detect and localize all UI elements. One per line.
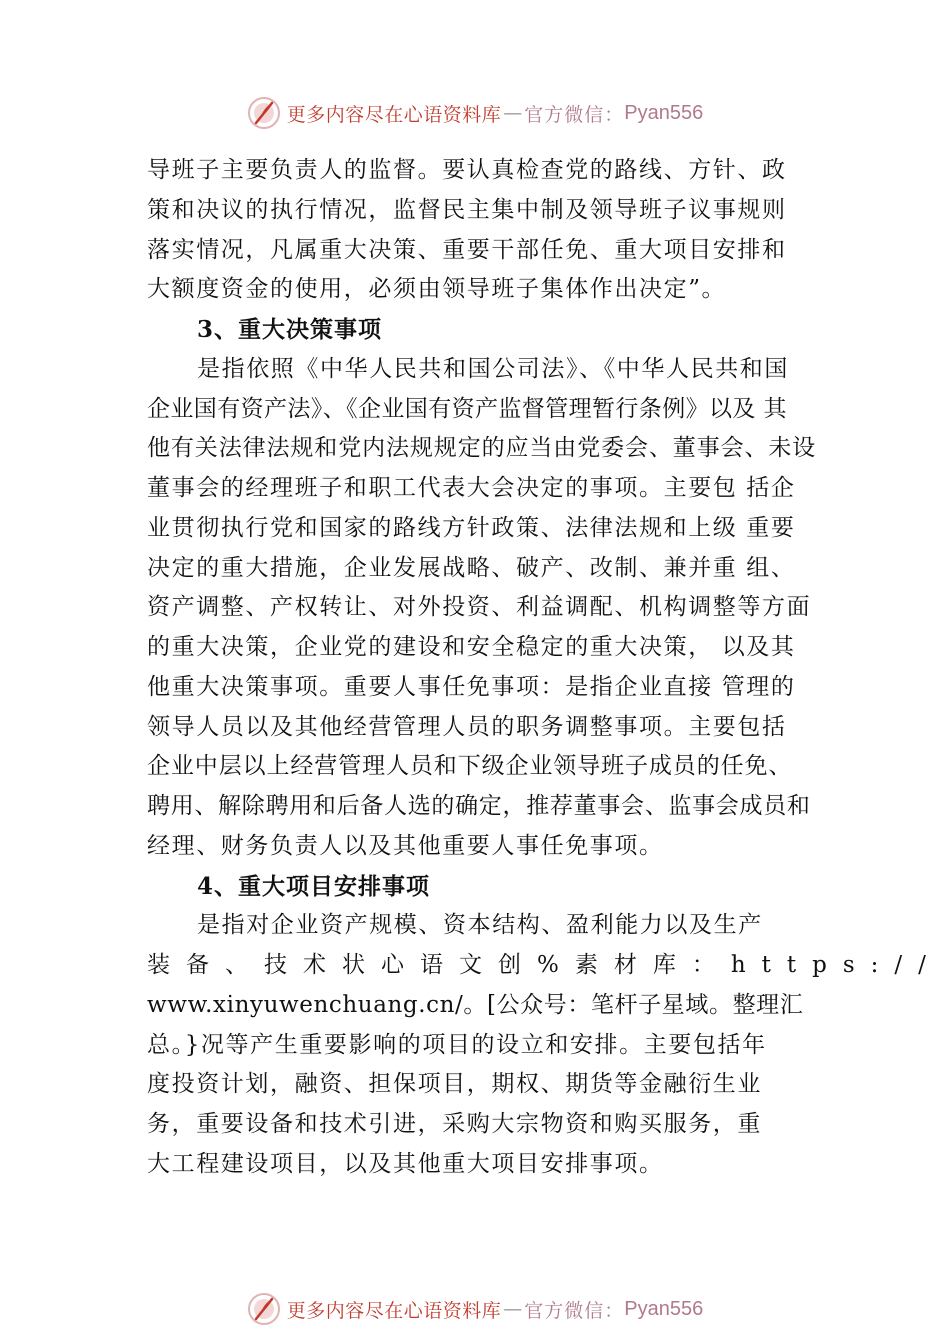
banner-dash: —: [503, 102, 523, 124]
body-line: 度投资计划，融资、担保项目，期权、期货等金融衍生业: [147, 1071, 762, 1098]
quill-logo-icon: [247, 96, 281, 130]
body-line: www.xinyuwenchuang.cn/。[公众号：笔杆子星域。整理汇: [147, 991, 804, 1018]
body-line: 总。}况等产生重要影响的项目的设立和安排。主要包括年: [147, 1031, 767, 1058]
banner-account-id: Pyan556: [624, 1297, 704, 1320]
banner-official-label: 官方微信：: [524, 1299, 625, 1322]
body-line: 资产调整、产权转让、对外投资、利益调配、机构调整等方面: [147, 594, 812, 621]
body-line: 的重大决策，企业党的建设和安全稳定的重大决策， 以及其: [147, 634, 796, 660]
body-line: 大额度资金的使用，必须由领导班子集体作出决定”。: [147, 276, 727, 303]
footer-banner: [0, 1289, 950, 1329]
section-heading: 4、重大项目安排事项: [197, 872, 431, 900]
body-line: 董事会的经理班子和职工代表大会决定的事项。主要包 括企: [147, 475, 796, 501]
banner-dash: —: [503, 1298, 523, 1320]
body-line: 聘用、解除聘用和后备人选的确定，推荐董事会、监事会成员和: [147, 793, 811, 819]
body-line: 他有关法律法规和党内法规规定的应当由党委会、董事会、未设: [147, 435, 817, 462]
header-banner: [0, 93, 950, 133]
body-line: 落实情况，凡属重大决策、重要干部任免、重大项目安排和: [147, 236, 787, 263]
body-line: 导班子主要负责人的监督。要认真检查党的路线、方针、政: [147, 157, 787, 183]
body-line: 企业国有资产法》、《企业国有资产监督管理暂行条例》以及 其: [147, 395, 787, 422]
body-line: 策和决议的执行情况，监督民主集中制及领导班子议事规则: [147, 196, 787, 223]
body-line: 经理、财务负责人以及其他重要人事任免事项。: [147, 832, 664, 859]
document-body: [147, 151, 942, 1185]
banner-official-label: 官方微信：: [524, 103, 625, 126]
quill-logo-icon: [247, 1292, 281, 1326]
banner-account-id: Pyan556: [624, 101, 704, 124]
body-line: 业贯彻执行党和国家的路线方针政策、法律法规和上级 重要: [147, 514, 796, 541]
body-line: 决定的重大措施，企业发展战略、破产、改制、兼并重 组、: [147, 554, 796, 581]
body-line: 是指对企业资产规模、资本结构、盈利能力以及生产: [197, 912, 763, 939]
body-line: 务，重要设备和技术引进，采购大宗物资和购买服务，重: [147, 1111, 762, 1137]
banner-title: 更多内容尽在心语资料库: [286, 1299, 502, 1322]
body-line: 装备、技术状心语文创%素材库：https://: [147, 952, 942, 978]
banner-title: 更多内容尽在心语资料库: [286, 103, 502, 126]
section-heading: 3、重大决策事项: [197, 316, 383, 343]
body-line: 大工程建设项目，以及其他重大项目安排事项。: [147, 1150, 664, 1177]
body-line: 企业中层以上经营管理人员和下级企业领导班子成员的任免、: [147, 753, 793, 780]
body-line: 他重大决策事项。重要人事任免事项：是指企业直接 管理的: [147, 673, 796, 700]
body-line: 领导人员以及其他经营管理人员的职务调整事项。主要包括: [147, 713, 787, 740]
body-line: 是指依照《中华人民共和国公司法》、《中华人民共和国: [197, 355, 789, 382]
